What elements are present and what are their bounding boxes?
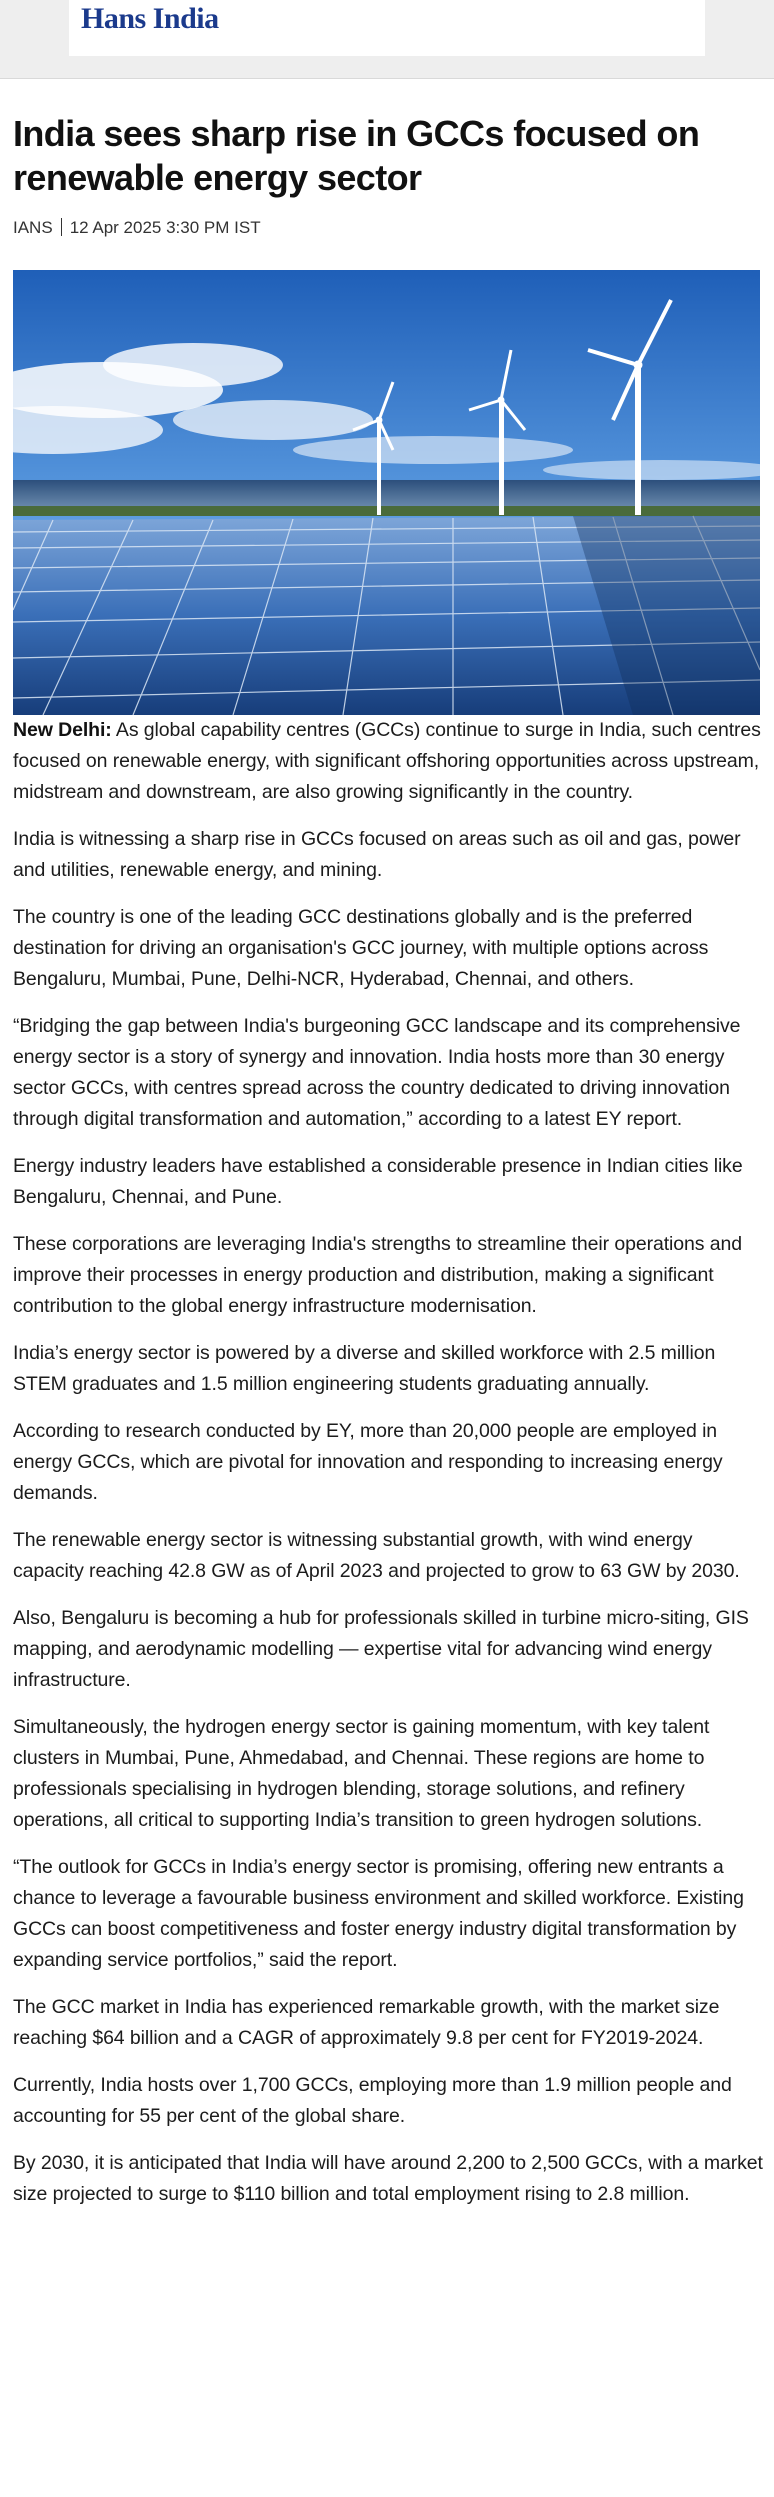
paragraph: Energy industry leaders have established a considerable presence in Indian cities like Bengaluru, Chennai, and Pune. xyxy=(13,1155,743,1208)
lead-text: As global capability centres (GCCs) continue to surge in India, such centres focused on renewable energy, with significant offshoring opportunities across upstream, midstream and downstream, are also growing significantly in the country. xyxy=(13,719,761,803)
article-body xyxy=(13,715,765,2210)
article-meta xyxy=(13,218,765,240)
paragraph: “Bridging the gap between India's burgeoning GCC landscape and its comprehensive energy sector is a story of synergy and innovation. India hosts more than 30 energy sector GCCs, with centres spread across the country dedicated to driving innovation through digital transformation and automation,” according to a latest EY report. xyxy=(13,1015,741,1130)
paragraph: India’s energy sector is powered by a diverse and skilled workforce with 2.5 million STEM graduates and 1.5 million engineering students graduating annually. xyxy=(13,1342,716,1395)
paragraph: By 2030, it is anticipated that India will have around 2,200 to 2,500 GCCs, with a market size projected to surge to $110 billion and total employment rising to 2.8 million. xyxy=(13,2152,763,2205)
solar-panels-wind-turbines-photo xyxy=(13,270,760,715)
article-date: 12 Apr 2025 3:30 PM IST xyxy=(69,218,261,237)
article xyxy=(13,112,765,2226)
logo-hans-text: Hans xyxy=(81,2,146,35)
paragraph: The GCC market in India has experienced remarkable growth, with the market size reaching $64 billion and a CAGR of approximately 9.8 per cent for FY2019-2024. xyxy=(13,1996,720,2049)
article-author[interactable]: IANS xyxy=(13,218,53,237)
meta-divider xyxy=(61,218,62,236)
logo-container xyxy=(69,0,705,56)
paragraph: Currently, India hosts over 1,700 GCCs, employing more than 1.9 million people and accounting for 55 per cent of the global share. xyxy=(13,2074,732,2127)
paragraph: “The outlook for GCCs in India’s energy sector is promising, offering new entrants a chance to leverage a favourable business environment and skilled workforce. Existing GCCs can boost competitiveness and foster energy industry digital transformation by expanding service portfolios,” said the report. xyxy=(13,1856,744,1971)
paragraph: The renewable energy sector is witnessing substantial growth, with wind energy capacity reaching 42.8 GW as of April 2023 and projected to grow to 63 GW by 2030. xyxy=(13,1529,740,1582)
paragraph: These corporations are leveraging India's strengths to streamline their operations and improve their processes in energy production and distribution, making a significant contribution to the global energy infrastructure modernisation. xyxy=(13,1233,742,1317)
lead-paragraph xyxy=(13,715,765,808)
dateline: New Delhi: xyxy=(13,719,112,741)
article-title: India sees sharp rise in GCCs focused on renewable energy sector xyxy=(13,113,700,198)
logo-india-text: India xyxy=(152,2,219,35)
paragraph: Also, Bengaluru is becoming a hub for professionals skilled in turbine micro-siting, GIS mapping, and aerodynamic modelling — expertise vital for advancing wind energy infrastructure. xyxy=(13,1607,749,1691)
paragraph: According to research conducted by EY, more than 20,000 people are employed in energy GCCs, which are pivotal for innovation and responding to increasing energy demands. xyxy=(13,1420,723,1504)
paragraph: The country is one of the leading GCC destinations globally and is the preferred destination for driving an organisation's GCC journey, with multiple options across Bengaluru, Mumbai, Pune, Delhi-NCR, Hyderabad, Chennai, and others. xyxy=(13,906,709,990)
site-header xyxy=(0,0,774,79)
paragraph: Simultaneously, the hydrogen energy sector is gaining momentum, with key talent clusters in Mumbai, Pune, Ahmedabad, and Chennai. These regions are home to professionals specialising in hydrogen blending, storage solutions, and refinery operations, all critical to supporting India’s transition to green hydrogen solutions. xyxy=(13,1716,710,1831)
site-logo[interactable] xyxy=(81,2,219,36)
paragraph: India is witnessing a sharp rise in GCCs focused on areas such as oil and gas, power and utilities, renewable energy, and mining. xyxy=(13,828,741,881)
